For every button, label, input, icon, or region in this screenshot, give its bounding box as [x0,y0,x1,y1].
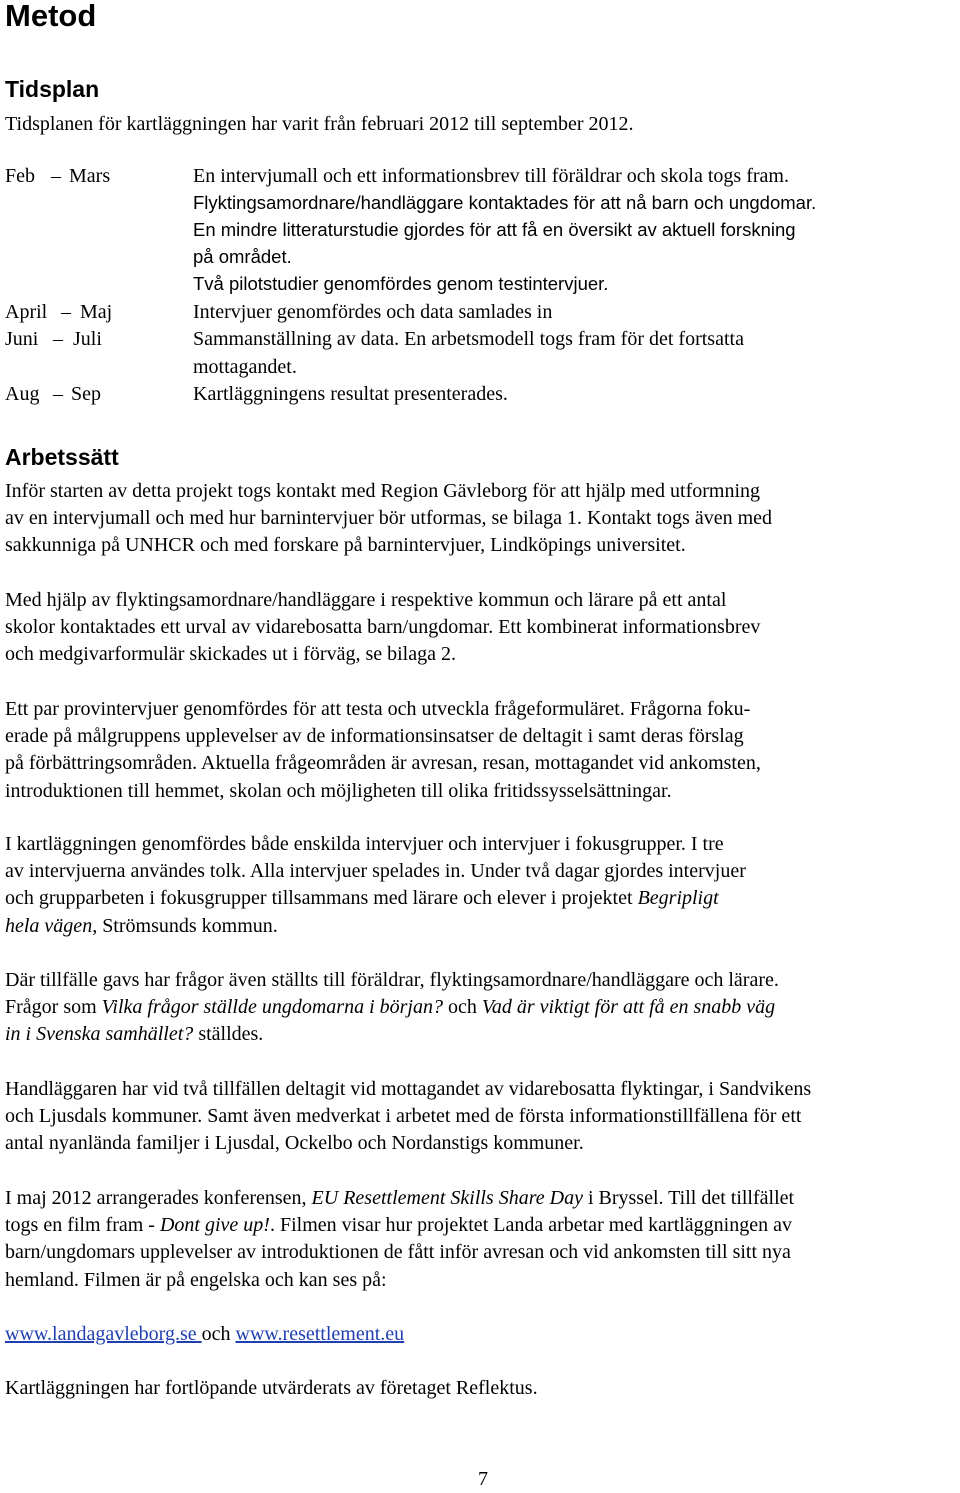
schedule-to: Juli [73,328,102,350]
paragraph [5,1375,960,1402]
text-line [5,1185,960,1212]
text-line [5,1321,960,1348]
text-line: på förbättringsområden. Aktuella frågeområden är avresan, resan, mottagandet vid ankomsten, [5,752,761,775]
dash: – [51,165,61,187]
text-run: och grupparbeten i fokusgrupper tillsammans med lärare och elever i projektet [5,887,638,910]
text-line: och Ljusdals kommuner. Samt även medverkat i arbetet med de första informationstillfällena för ett [5,1105,802,1128]
text-line: introduktionen till hemmet, skolan och möjligheten till olika fritidssysselsättningar. [5,779,672,802]
schedule-line: En intervjumall och ett informationsbrev till föräldrar och skola togs fram. [193,165,789,187]
text-line: av en intervjumall och med hur barnintervjuer bör utformas, se bilaga 1. Kontakt togs även med [5,507,773,530]
text-run: och [442,996,482,1019]
text-line: Kartläggningen har fortlöpande utvärderats av företaget Reflektus. [5,1377,538,1399]
text-line: sakkunniga på UNHCR och med forskare på barnintervjuer, Lindköpings universitet. [5,534,686,557]
text-line: hemland. Filmen är på engelska och kan ses på: [5,1268,387,1291]
text-line [5,913,960,940]
text-line: och medgivarformulär skickades ut i förväg, se bilaga 2. [5,643,456,666]
text-line [5,1212,960,1239]
paragraph [5,478,960,560]
schedule-from: April [5,301,48,323]
schedule-line: Flyktingsamordnare/handläggare kontaktades för att nå barn och ungdomar. [193,192,817,213]
paragraph [5,1185,960,1294]
text-line: antal nyanlända familjer i Ljusdal, Ockelbo och Nordanstigs kommuner. [5,1132,584,1155]
schedule-to: Mars [69,165,111,187]
dash: – [53,383,63,405]
schedule-line: mottagandet. [193,356,297,378]
section-heading-tidsplan: Tidsplan [5,76,100,102]
text-run: . Filmen visar hur projektet Landa arbetar med kartläggningen av [269,1214,792,1237]
italic-text: Begripligt [637,887,719,910]
text-run: Frågor som [5,996,102,1019]
text-run: ställdes. [193,1023,264,1046]
italic-text: in i Svenska samhället? [5,1023,194,1046]
italic-text: Vilka frågor ställde ungdomarna i början? [101,996,443,1019]
links-line [5,1321,960,1348]
text-run: , Strömsunds kommun. [92,914,278,937]
text-run: I maj 2012 arrangerades konferensen, [5,1187,312,1209]
schedule-line: Kartläggningens resultat presenterades. [193,383,508,405]
schedule-line: En mindre litteraturstudie gjordes för att få en översikt av aktuell forskning [193,219,796,240]
text-line: Där tillfälle gavs har frågor även ställts till föräldrar, flyktingsamordnare/handläggare och lärare. [5,969,779,991]
link-landagavleborg[interactable]: www.landagavleborg.se [5,1323,202,1345]
text-line: barn/ungdomars upplevelser av introduktionen de fått inför avresan och vid ankomsten till sitt nya [5,1241,791,1264]
dash: – [61,301,71,323]
section-heading-arbetssatt: Arbetssätt [5,444,119,470]
text-line: av intervjuerna användes tolk. Alla intervjuer spelades in. Under två dagar gjordes intervjuer [5,860,746,883]
italic-text: EU Resettlement Skills Share Day [311,1187,583,1209]
text-line: skolor kontaktades ett urval av vidarebosatta barn/ungdomar. Ett kombinerat informationsbrev [5,616,761,639]
italic-text: hela vägen [5,914,93,937]
text-run: och [201,1323,231,1345]
paragraph [5,696,960,805]
schedule-line: på området. [193,246,292,267]
schedule-to: Sep [71,383,101,405]
schedule-from: Feb [5,165,35,187]
italic-text: Vad är viktigt för att få en snabb väg [481,996,776,1019]
paragraph [5,1076,960,1158]
paragraph [5,831,960,940]
tidsplan-intro: Tidsplanen för kartläggningen har varit från februari 2012 till september 2012. [5,113,634,135]
text-line [5,994,960,1021]
dash: – [53,328,63,350]
text-line: Ett par provintervjuer genomfördes för att testa och utveckla frågeformuläret. Frågorna foku- [5,698,751,720]
link-resettlement[interactable]: www.resettlement.eu [235,1323,405,1345]
schedule-from: Aug [5,383,40,405]
schedule-line: Intervjuer genomfördes och data samlades in [193,301,553,323]
paragraph [5,967,960,1049]
schedule-line: Sammanställning av data. En arbetsmodell togs fram för det fortsatta [193,328,744,350]
paragraph [5,587,960,669]
page-number: 7 [478,1468,488,1490]
italic-text: Dont give up! [159,1214,270,1237]
text-line: Handläggaren har vid två tillfällen deltagit vid mottagandet av vidarebosatta flyktingar, i Sandvikens [5,1078,812,1100]
schedule-to: Maj [80,301,113,323]
text-line: erade på målgruppens upplevelser av de informationsinsatser de deltagit i samt deras förslag [5,725,744,748]
schedule-line: Två pilotstudier genomfördes genom testintervjuer. [193,273,609,294]
text-line [5,885,960,912]
text-line: Med hjälp av flyktingsamordnare/handläggare i respektive kommun och lärare på ett antal [5,589,727,611]
page-title: Metod [5,0,97,33]
schedule-from: Juni [5,328,39,350]
text-line [5,1021,960,1048]
text-run: togs en film fram - [5,1214,160,1237]
text-line: Inför starten av detta projekt togs kontakt med Region Gävleborg för att hjälp med utformning [5,480,760,502]
text-line: I kartläggningen genomfördes både enskilda intervjuer och intervjuer i fokusgrupper. I tre [5,833,724,855]
text-run: i Bryssel. Till det tillfället [582,1187,795,1209]
